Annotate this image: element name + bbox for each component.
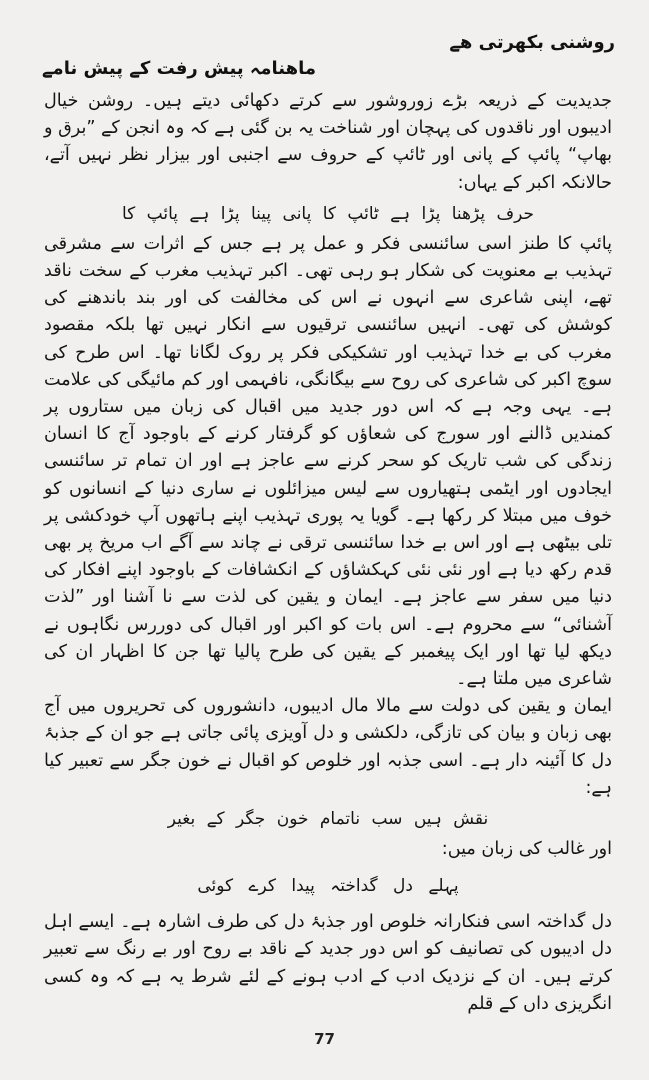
- running-title: روشنی بکھرتی ھے: [449, 32, 615, 53]
- body-text: [44, 88, 612, 1023]
- verse: نقش ہیں سب ناتمام خون جگر کے بغیر: [167, 809, 489, 830]
- verse: پہلے دل گداختہ پیدا کرے کوئی: [197, 876, 459, 897]
- paragraph: جدیدیت کے ذریعہ بڑے زوروشور سے کرتے دکھائی دیتے ہیں۔ روشن خیال ادیبوں اور ناقدوں کی پہچان اور شناخت یہ بن گئی ہے کہ وہ انجن کے ”برق و بھاپ“ پائپ کے پانی اور ٹائپ کے حروف سے اجنبی اور بیزار نظر نہیں آتے، حالانکہ اکبر کے یہاں:: [44, 91, 612, 193]
- paragraph: ایمان و یقین کی دولت سے مالا مال ادیبوں، دانشوروں کی تحریروں میں آج بھی زبان و بیان کی تازگی، دلکشی و دل آویزی پائی جاتی ہے جو ان کے جذبۂ دل کا آئینہ دار ہے۔ اسی جذبہ اور خلوص کو اقبال نے خون جگر سے تعبیر کیا ہے:: [44, 696, 612, 798]
- paragraph: پائپ کا طنز اسی سائنسی فکر و عمل پر ہے جس کے اثرات سے مشرقی تہذیب بے معنویت کی شکار ہو رہی تھی۔ اکبر تہذیب مغرب کے سخت ناقد تھے، اپنی شاعری سے انہوں نے اس کی مخالفت کی اور بند باندھنے کی کوشش کی تھی۔ انہیں سائنسی ترقیوں سے انکار نہیں تھا بلکہ مقصود مغرب کی بے خدا تہذیب اور تشکیکی فکر پر روک لگانا تھا۔ اس طرح کی سوچ اکبر کی شاعری کی روح سے بیگانگی، نافہمی اور کم مائیگی کی علامت ہے۔ یہی وجہ ہے کہ اس دور جدید میں اقبال کی زبان میں ستاروں پر کمندیں ڈالنے اور سورج کی شعاؤں کو گرفتار کرنے کے باوجود آج کا انسان زندگی کی شب تاریک کو سحر کرنے سے عاجز ہے اور ان تمام تر سائنسی ایجادوں اور ایٹمی ہتھیاروں سے لیس میزائلوں نے ساری دنیا کے انسانوں کو خوف میں مبتلا کر رکھا ہے۔ گویا یہ پوری تہذیب اپنے ہاتھوں آپ خودکشی پر تلی بیٹھی ہے اور اس بے خدا سائنسی ترقی نے چاند سے آگے اب مریخ پر بھی قدم رکھ دیا ہے اور نئی نئی کہکشاؤں کے انکشافات کے باوجود اپنے افکار کی دنیا میں سفر سے عاجز ہے۔ ایمان و یقین کی لذت سے نا آشنا اور ”لذت آشنائی“ سے محروم ہے۔ اس بات کو اکبر اور اقبال کی دوررس نگاہوں نے دیکھ لیا تھا اور ایک پیغمبر کے یقین کی طرح پالیا تھا جن کا اظہار ان کی شاعری میں ملتا ہے۔: [44, 233, 612, 690]
- running-subtitle: ماھنامہ پیش رفت کے پیش نامے: [42, 58, 317, 79]
- page-number: 77: [314, 1030, 335, 1048]
- page-header: [40, 28, 615, 82]
- paragraph: دل گداختہ اسی فنکارانہ خلوص اور جذبۂ دل کی طرف اشارہ ہے۔ ایسے اہل دل ادیبوں کی تصانیف کو اس دور جدید کے ناقد بے روح اور بے رنگ سے تعبیر کرتے ہیں۔ ان کے نزدیک ادب کے ادب ہونے کے لئے شرط یہ ہے کہ وہ کسی انگریزی داں کے قلم: [44, 912, 612, 1014]
- verse: حرف پڑھنا پڑا ہے ٹائپ کا پانی پینا پڑا ہے پائپ کا: [121, 203, 535, 224]
- paragraph: اور غالب کی زبان میں:: [441, 839, 612, 860]
